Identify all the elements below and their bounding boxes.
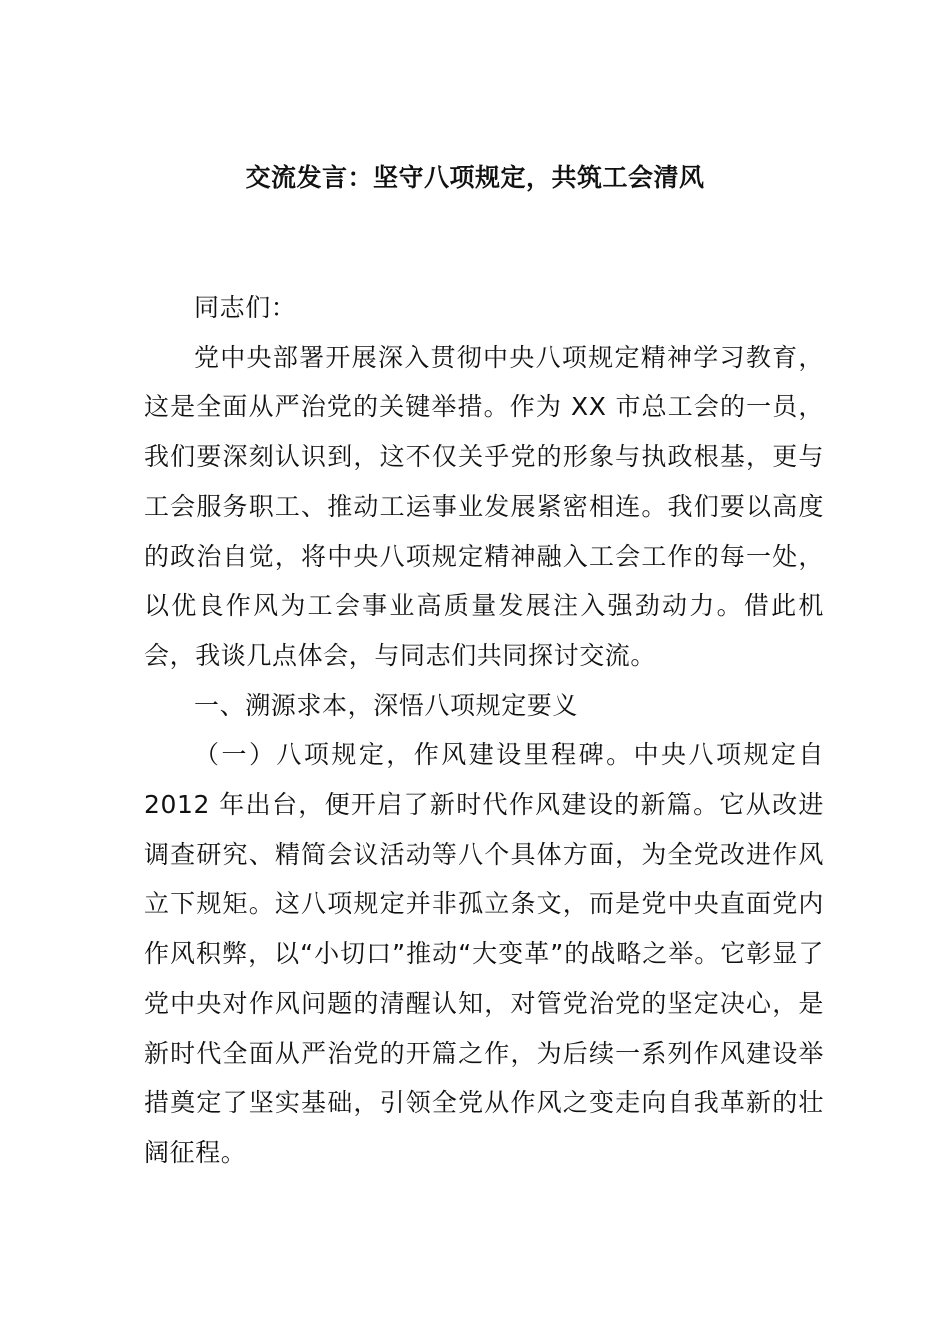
subsection-text: 中央八项规定自 2012 年出台，便开启了新时代作风建设的新篇。它从改进调查研究、精简会议活动等八个具体方面，为全党改进作风立下规矩。这八项规定并非孤立条文，而是党中央直面党内作风积弊，以“小切口”推动“大变革”的战略之举。它彰显了党中央对作风问题的清醒认知，对管党治党的坚定决心，是新时代全面从严治党的开篇之作，为后续一系列作风建设举措奠定了坚实基础，引领全党从作风之变走向自我革新的壮阔征程。 — [144, 740, 824, 1167]
intro-paragraph: 党中央部署开展深入贯彻中央八项规定精神学习教育，这是全面从严治党的关键举措。作为 XX 市总工会的一员，我们要深刻认识到，这不仅关乎党的形象与执政根基，更与工会服务职工、推动工运事业发展紧密相连。我们要以高度的政治自觉，将中央八项规定精神融入工会工作的每一处，以优良作风为工会事业高质量发展注入强劲动力。借此机会，我谈几点体会，与同志们共同探讨交流。 — [144, 342, 824, 670]
salutation: 同志们： — [194, 293, 297, 322]
subsection-paragraph — [144, 730, 824, 1177]
document-body — [144, 283, 824, 1178]
subsection-lead: （一）八项规定，作风建设里程碑。 — [194, 740, 634, 770]
document-title: 交流发言：坚守八项规定，共筑工会清风 — [245, 163, 705, 192]
section-heading: 一、溯源求本，深悟八项规定要义 — [194, 690, 579, 720]
